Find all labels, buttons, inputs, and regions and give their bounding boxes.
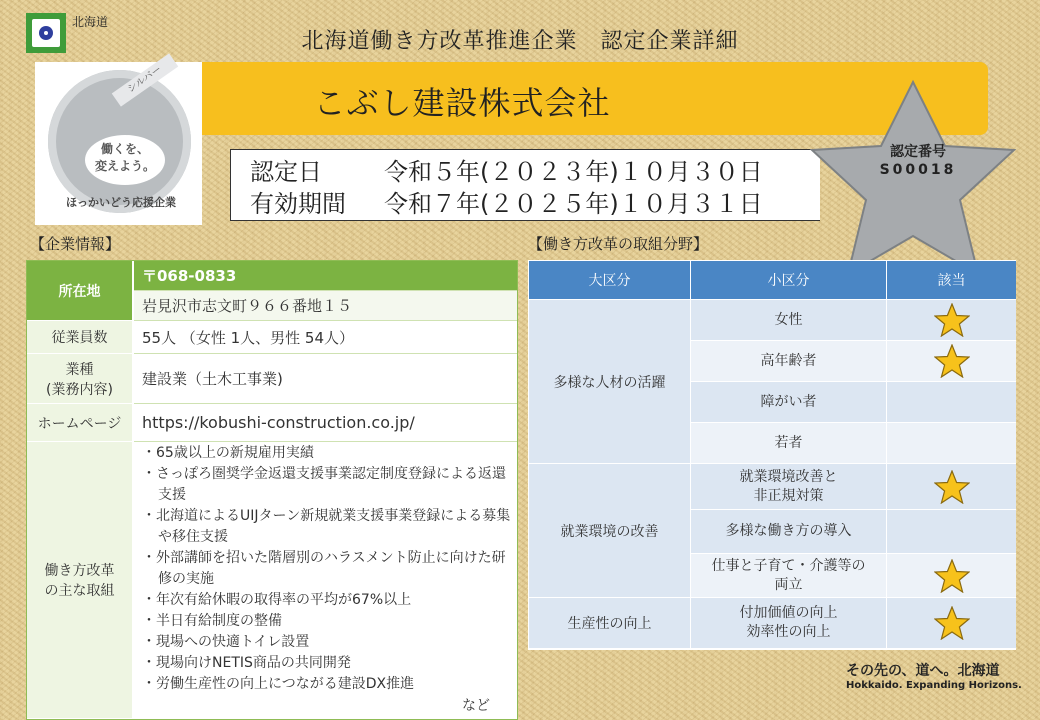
company-name: こぶし建設株式会社 <box>313 84 611 122</box>
emblem-speech-bubble <box>85 135 165 185</box>
document-title: 北海道働き方改革推進企業 認定企業詳細 <box>301 29 739 54</box>
industry-value: 建設業（土木工事業) <box>134 354 517 404</box>
column-header-minor: 小区分 <box>691 261 887 299</box>
subcategory-line: 非正規対策 <box>753 487 824 504</box>
list-item: ・ 半日有給制度の整備 <box>142 611 512 632</box>
subcategory-cell <box>691 300 886 341</box>
subcategory-cell <box>691 423 886 464</box>
list-item: ・ 外部講師を招いた階層別のハラスメント防止に向けた研修の実施 <box>142 548 512 590</box>
homepage-label: ホームページ <box>27 404 132 442</box>
star-icon <box>934 559 970 593</box>
certification-number-label: 認定番号 <box>890 144 946 160</box>
subcategory-cell <box>691 510 886 554</box>
subcategory-line: 就業環境改善と <box>739 468 838 485</box>
validity-period-value: 令和７年(２０２５年)１０月３１日 <box>384 190 763 218</box>
subcategory-text <box>775 434 803 453</box>
address: 岩見沢市志文町９６６番地１５ <box>134 291 517 321</box>
emblem-bubble-line: 働くを、 <box>100 142 149 156</box>
subcategory-text <box>740 604 838 642</box>
subcategory-cell <box>691 382 886 423</box>
star-icon <box>934 344 970 378</box>
validity-period-label: 有効期間 <box>250 190 346 218</box>
prefecture-name: 北海道 <box>72 15 109 29</box>
subcategory-text <box>761 352 817 371</box>
postal-code: 〒068-0833 <box>134 261 517 291</box>
certification-number-star-icon <box>808 78 1018 278</box>
star-icon <box>934 606 970 640</box>
emblem-ring-text: ほっかいどう応援企業 <box>66 196 176 209</box>
applicable-cell <box>887 554 1016 598</box>
subcategory-line: 両立 <box>774 576 803 593</box>
subcategory-line: 女性 <box>774 311 803 328</box>
initiatives-label <box>27 442 132 719</box>
subcategory-cell <box>691 341 886 382</box>
subcategory-cell <box>691 464 886 510</box>
subcategory-line: 多様な働き方の導入 <box>725 523 852 539</box>
certification-number: S00018 <box>879 162 957 178</box>
company-info-heading: 【企業情報】 <box>30 235 121 253</box>
subcategory-text <box>712 557 866 595</box>
subcategory-line: 効率性の向上 <box>746 624 831 640</box>
star-icon <box>934 303 970 337</box>
star-icon <box>934 470 970 504</box>
subcategory-cell <box>691 598 886 649</box>
applicable-cell <box>887 382 1016 423</box>
list-item: ・ さっぽろ圏奨学金返還支援事業認定制度登録による返還支援 <box>142 464 512 506</box>
list-item: ・ 労働生産性の向上につながる建設DX推進 <box>142 674 512 695</box>
reform-areas-heading: 【働き方改革の取組分野】 <box>528 235 709 253</box>
emblem-rank-banner: シルバー <box>112 53 179 106</box>
applicable-cell <box>887 341 1016 382</box>
location-label: 所在地 <box>27 261 132 321</box>
subcategory-text <box>775 311 803 330</box>
footer-slogan-en: Hokkaido. Expanding Horizons. <box>846 680 1022 691</box>
applicable-cell <box>887 423 1016 464</box>
certification-date-label: 認定日 <box>250 158 322 186</box>
emblem-bubble-line: 変えよう。 <box>94 159 155 173</box>
industry-label-line: 業種 <box>65 361 94 378</box>
homepage-link[interactable]: https://kobushi-construction.co.jp/ <box>134 404 517 442</box>
list-item: ・ 年次有給休暇の取得率の平均が67%以上 <box>142 590 512 611</box>
industry-label-line: (業務内容) <box>46 381 113 398</box>
initiatives-list <box>142 443 512 695</box>
applicable-cell <box>887 510 1016 554</box>
subcategory-line: 若者 <box>774 434 803 451</box>
column-header-applicable: 該当 <box>887 261 1016 299</box>
subcategory-line: 付加価値の向上 <box>739 605 838 621</box>
list-item: ・ 北海道によるUIJターン新規就業支援事業登録による募集や移住支援 <box>142 506 512 548</box>
subcategory-line: 高年齢者 <box>760 352 817 369</box>
initiatives-etc: など <box>462 698 490 714</box>
certification-date-value: 令和５年(２０２３年)１０月３０日 <box>384 158 763 186</box>
subcategory-text <box>761 393 817 412</box>
employees-label: 従業員数 <box>27 321 132 354</box>
footer-slogan: その先の、道へ。北海道 <box>846 663 1000 679</box>
subcategory-line: 仕事と子育て・介護等の <box>711 557 866 574</box>
category-diverse-talent: 多様な人材の活躍 <box>529 300 690 464</box>
certification-date-row <box>250 152 763 187</box>
applicable-cell <box>887 598 1016 649</box>
list-item: ・ 現場向けNETIS商品の共同開発 <box>142 653 512 674</box>
subcategory-line: 障がい者 <box>760 393 817 410</box>
initiatives-label-line: の主な取組 <box>44 583 115 599</box>
industry-label <box>27 354 132 404</box>
category-work-environment: 就業環境の改善 <box>529 464 690 598</box>
list-item: ・ 現場への快適トイレ設置 <box>142 632 512 653</box>
validity-period-row <box>250 184 763 219</box>
initiatives-label-line: 働き方改革 <box>44 563 115 579</box>
category-productivity: 生産性の向上 <box>529 598 690 649</box>
subcategory-text <box>740 468 838 506</box>
applicable-cell <box>887 464 1016 510</box>
subcategory-cell <box>691 554 886 598</box>
applicable-cell <box>887 300 1016 341</box>
employees-value: 55人 （女性 1人、男性 54人） <box>134 321 517 354</box>
subcategory-text <box>726 522 852 541</box>
column-header-major: 大区分 <box>529 261 691 299</box>
list-item: ・ 65歳以上の新規雇用実績 <box>142 443 512 464</box>
